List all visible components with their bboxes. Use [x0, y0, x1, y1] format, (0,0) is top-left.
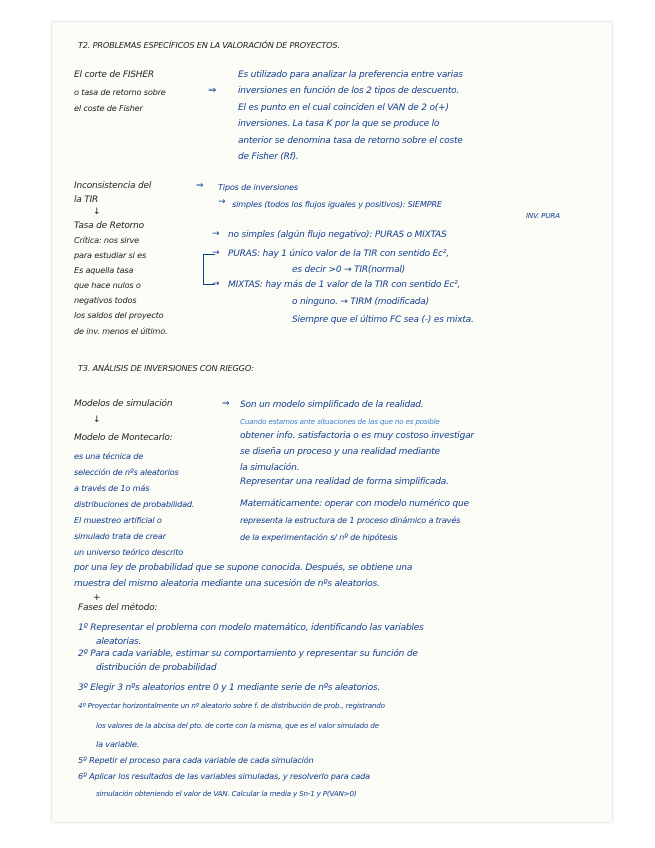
simples-arrow-icon: →: [218, 197, 226, 207]
fisher-line-5: anterior se denomina tasa de retorno sobre el coste: [238, 136, 463, 146]
fisher-label-2: o tasa de retorno sobre: [74, 87, 166, 97]
montecarlo-line-4: distribuciones de probabilidad.: [74, 499, 195, 509]
simples-tail: INV. PURA: [526, 211, 560, 220]
fase-2-line-2: distribución de probabilidad: [96, 663, 217, 673]
montecarlo-cont-1: por una ley de probabilidad que se supone conocida. Después, se obtiene una: [74, 563, 413, 573]
section-title-t3: T3. ANÁLISIS DE INVERSIONES CON RIEGGO:: [78, 363, 254, 373]
mixtas-arrow-icon: →: [212, 279, 220, 289]
section-title-t2: T2. PROBLEMAS ESPECÍFICOS EN LA VALORACIÓN DE PROYECTOS.: [78, 40, 340, 50]
fisher-label-1: El corte de FISHER: [74, 70, 154, 80]
montecarlo-title: Modelo de Montecarlo:: [74, 433, 173, 443]
fase-4-line-2: los valores de la abcisa del pto. de corte con la misma, que es el valor simulado de: [96, 721, 379, 730]
montecarlo-line-5: El muestreo artificial o: [74, 515, 162, 525]
mixtas-line-1: MIXTAS: hay más de 1 valor de la TIR con sentido Ec²,: [228, 280, 461, 290]
fisher-line-2: inversiones en función de los 2 tipos de descuento.: [238, 86, 460, 96]
fase-1-line-2: aleatorias.: [96, 637, 142, 647]
montecarlo-line-3: a través de 1o más: [74, 483, 150, 493]
fase-6-line-2: simulación obteniendo el valor de VAN. Calcular la media y Sn-1 y P(VAN>0): [96, 789, 357, 798]
fisher-label-3: el coste de Fisher: [74, 103, 143, 113]
fisher-line-1: Es utilizado para analizar la preferencia entre varias: [238, 70, 463, 80]
simples-text: simples (todos los flujos iguales y positivos): SIEMPRE: [232, 199, 442, 209]
sim-line-2: Cuando estamos ante situaciones de las que no es posible: [240, 417, 440, 426]
tasa-desc-2: para estudiar si es: [74, 250, 147, 260]
fase-1-line-1: 1º Representar el problema con modelo matemático, identificando las variables: [78, 623, 424, 633]
fase-4-line-1: 4º Proyectar horizontalmente un nº aleatorio sobre f. de distribución de prob., registrando: [78, 701, 385, 710]
tasa-desc-6: los saldos del proyecto: [74, 310, 164, 320]
sim-line-7: Matemáticamente: operar con modelo numérico que: [240, 499, 469, 509]
fases-title: Fases del método:: [78, 603, 158, 613]
no-simples-arrow-icon: →: [212, 229, 220, 239]
puras-line-1: PURAS: hay 1 único valor de la TIR con sentido Ec²,: [228, 249, 449, 259]
fase-3: 3º Elegir 3 nºs aleatorios entre 0 y 1 mediante serie de nºs aleatorios.: [78, 683, 381, 693]
puras-line-2: es decir >0 → TIR(normal): [292, 265, 405, 275]
tir-label-2: la TIR: [74, 195, 99, 205]
montecarlo-line-2: selección de nºs aleatorios: [74, 467, 179, 477]
sim-line-6: Representar una realidad de forma simplificada.: [240, 477, 449, 487]
fase-6-line-1: 6º Aplicar los resultados de las variables simuladas, y resolverlo para cada: [78, 771, 370, 781]
mixtas-line-2: o ninguno. → TIRM (modificada): [292, 297, 429, 307]
fase-5: 5º Repetir el proceso para cada variable de cada simulación: [78, 755, 314, 765]
tipos-inversiones: Tipos de inversiones: [218, 182, 298, 192]
sim-line-5: la simulación.: [240, 463, 300, 473]
montecarlo-line-1: es una técnica de: [74, 451, 144, 461]
fase-2-line-1: 2º Para cada variable, estimar su comportamiento y representar su función de: [78, 649, 418, 659]
fases-plus-icon: +: [93, 593, 101, 603]
tasa-label: Tasa de Retorno: [74, 221, 144, 231]
sim-line-8: representa la estructura de 1 proceso dinámico a través: [240, 515, 461, 525]
sim-line-3: obtener info. satisfactoria o es muy costoso investigar: [240, 431, 474, 441]
tipos-arrow-icon: ⇒: [196, 181, 204, 191]
montecarlo-down-arrow-icon: ↓: [93, 415, 101, 425]
tasa-desc-3: Es aquella tasa: [74, 265, 134, 275]
tasa-desc-4: que hace nulos o: [74, 280, 141, 290]
fisher-line-6: de Fisher (Rf).: [238, 152, 299, 162]
montecarlo-line-7: un universo teórico descrito: [74, 547, 184, 557]
sim-label: Modelos de simulación: [74, 399, 173, 409]
no-simples-text: no simples (algún flujo negativo): PURAS o MIXTAS: [228, 230, 447, 240]
tasa-desc-1: Crítica: nos sirve: [74, 235, 139, 245]
fisher-line-4: inversiones. La tasa K por la que se produce lo: [238, 119, 440, 129]
montecarlo-cont-2: muestra del mismo aleatoria mediante una sucesión de nºs aleatorios.: [74, 579, 380, 589]
bracket-line: [203, 254, 204, 284]
fase-4-line-3: la variable.: [96, 739, 140, 749]
sim-line-4: se diseña un proceso y una realidad mediante: [240, 447, 440, 457]
tasa-desc-5: negativos todos: [74, 295, 137, 305]
puras-arrow-icon: →: [212, 248, 220, 258]
sim-line-1: Son un modelo simplificado de la realidad.: [240, 400, 424, 410]
fisher-arrow-icon: ⇒: [208, 85, 217, 96]
montecarlo-line-6: simulado trata de crear: [74, 531, 166, 541]
tir-label-1: Inconsistencia del: [74, 181, 152, 191]
mixtas-line-3: Siempre que el último FC sea (-) es mixta.: [292, 315, 474, 325]
sim-line-9: de la experimentación s/ nº de hipótesis: [240, 532, 398, 542]
tasa-desc-7: de inv. menos el último.: [74, 326, 168, 336]
fisher-line-3: El es punto en el cual coinciden el VAN de 2 o(+): [238, 103, 449, 113]
sim-arrow-icon: ⇒: [222, 399, 230, 409]
down-arrow-icon: ↓: [93, 207, 101, 217]
